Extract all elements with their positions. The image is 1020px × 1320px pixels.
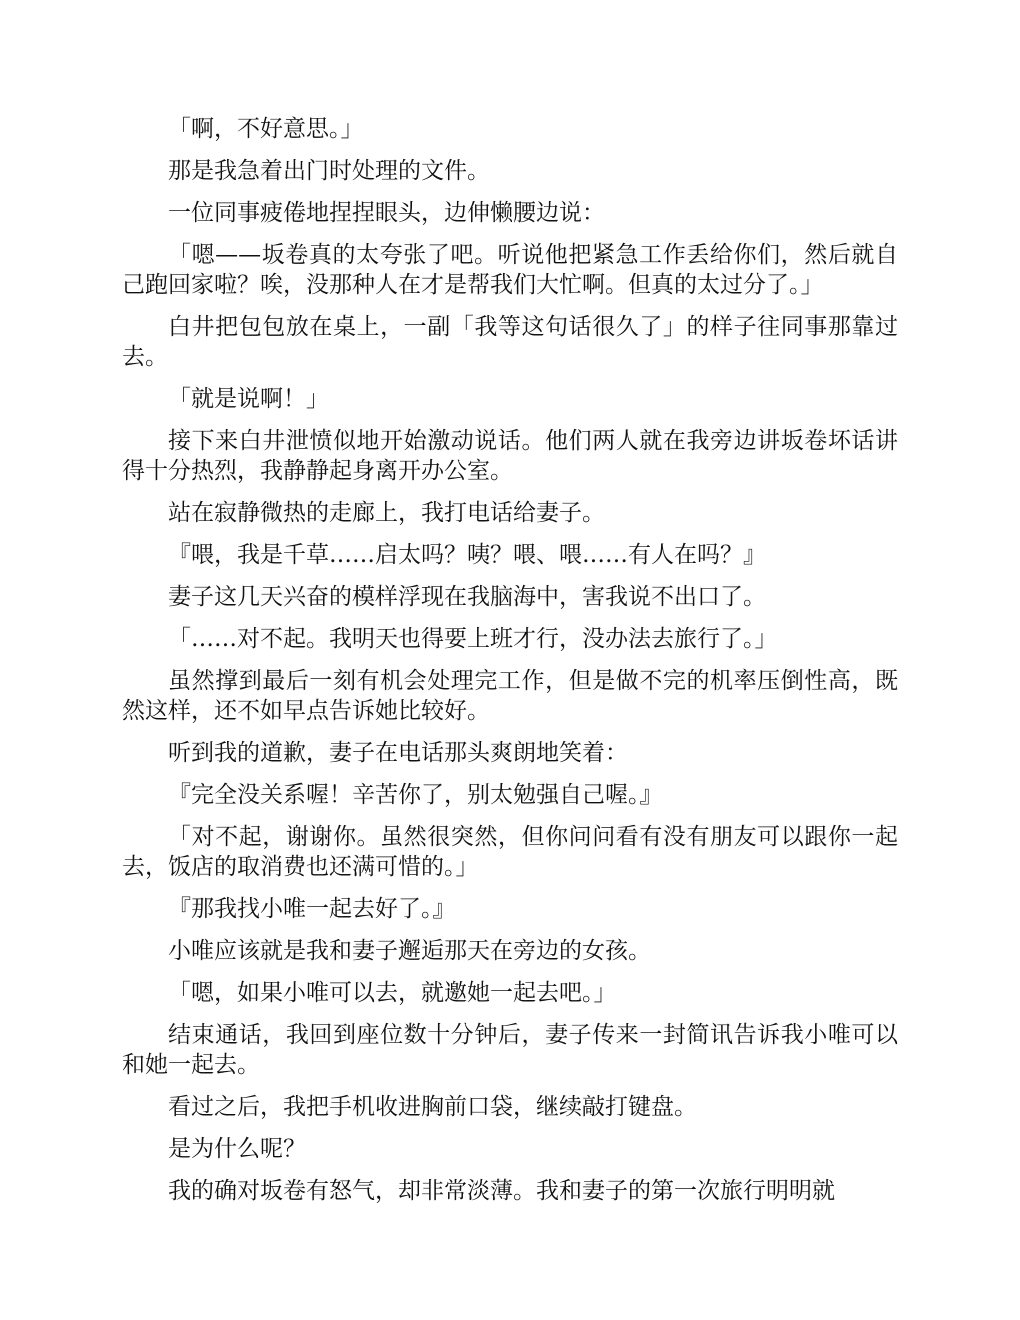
- paragraph: 站在寂静微热的走廊上，我打电话给妻子。: [168, 500, 605, 526]
- paragraph: 听到我的道歉，妻子在电话那头爽朗地笑着：: [168, 740, 628, 766]
- document-page: [122, 114, 898, 1218]
- paragraph: 是为什么呢？: [168, 1136, 306, 1162]
- paragraph: 一位同事疲倦地捏捏眼头，边伸懒腰边说：: [168, 200, 605, 226]
- paragraph: 「啊，不好意思。」: [168, 116, 364, 142]
- paragraph: 我的确对坂卷有怒气，却非常淡薄。我和妻子的第一次旅行明明就: [168, 1178, 835, 1204]
- paragraph: 小唯应该就是我和妻子邂逅那天在旁边的女孩。: [168, 938, 651, 964]
- paragraph: 『喂，我是千草……启太吗？咦？喂、喂……有人在吗？』: [168, 542, 766, 568]
- paragraph: 『那我找小唯一起去好了。』: [168, 896, 456, 922]
- paragraph: 看过之后，我把手机收进胸前口袋，继续敲打键盘。: [168, 1094, 697, 1120]
- paragraph: 『完全没关系喔！辛苦你了，别太勉强自己喔。』: [168, 782, 663, 808]
- paragraph: 「……对不起。我明天也得要上班才行，没办法去旅行了。」: [168, 626, 778, 652]
- paragraph: 「对不起，谢谢你。虽然很突然，但你问问看有没有朋友可以跟你一起去，饭店的取消费也还满可惜的。」: [122, 824, 898, 880]
- paragraph: 那是我急着出门时处理的文件。: [168, 158, 490, 184]
- paragraph: 「就是说啊！」: [168, 386, 329, 412]
- paragraph: 妻子这几天兴奋的模样浮现在我脑海中，害我说不出口了。: [168, 584, 766, 610]
- paragraph: 接下来白井泄愤似地开始激动说话。他们两人就在我旁边讲坂卷坏话讲得十分热烈，我静静起身离开办公室。: [122, 428, 898, 484]
- paragraph: 白井把包包放在桌上，一副「我等这句话很久了」的样子往同事那靠过去。: [122, 314, 898, 370]
- paragraph: 结束通话，我回到座位数十分钟后，妻子传来一封简讯告诉我小唯可以和她一起去。: [122, 1022, 898, 1078]
- paragraph: 虽然撑到最后一刻有机会处理完工作，但是做不完的机率压倒性高，既然这样，还不如早点告诉她比较好。: [122, 668, 898, 724]
- paragraph: 「嗯——坂卷真的太夸张了吧。听说他把紧急工作丢给你们，然后就自己跑回家啦？唉，没那种人在才是帮我们大忙啊。但真的太过分了。」: [122, 242, 898, 298]
- paragraph: 「嗯，如果小唯可以去，就邀她一起去吧。」: [168, 980, 617, 1006]
